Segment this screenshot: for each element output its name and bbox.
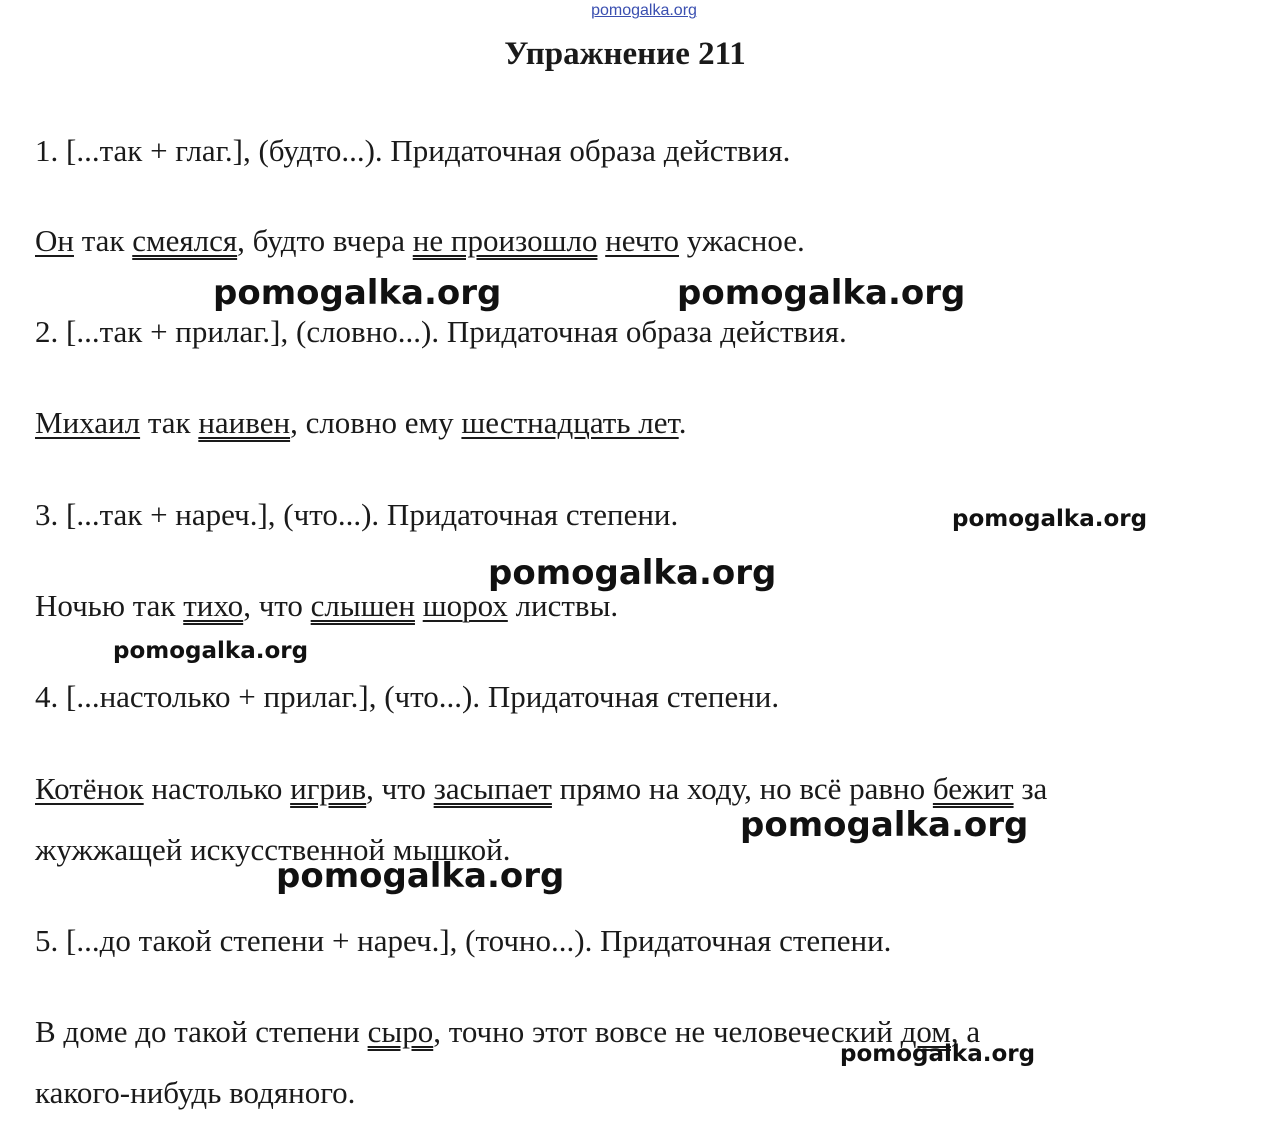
scheme-3: 3. [...так + нареч.], (что...). Придаточная степени. xyxy=(35,497,679,532)
top-watermark-link[interactable]: pomogalka.org xyxy=(591,2,697,19)
sentence-1 xyxy=(35,222,805,259)
sentence-text: , что xyxy=(366,771,434,806)
subject: нечто xyxy=(605,223,679,258)
subject: шестнадцать лет xyxy=(461,405,679,440)
sentence-4 xyxy=(35,770,1047,807)
scheme-4: 4. [...настолько + прилаг.], (что...). Придаточная степени. xyxy=(35,679,780,714)
watermark-text: pomogalka.org xyxy=(113,638,309,664)
predicate: игрив xyxy=(290,771,367,806)
watermark-text: pomogalka.org xyxy=(677,273,966,313)
predicate: смеялся xyxy=(132,223,238,258)
sentence-text: так xyxy=(140,405,199,440)
sentence-5 xyxy=(35,1013,980,1050)
predicate: тихо xyxy=(183,588,244,623)
sentence-text: , словно ему xyxy=(290,405,462,440)
sentence-text xyxy=(415,588,423,623)
predicate: засыпает xyxy=(433,771,552,806)
page-title: Упражнение 211 xyxy=(504,36,746,72)
subject: Он xyxy=(35,223,74,258)
scheme-5: 5. [...до такой степени + нареч.], (точно...). Придаточная степени. xyxy=(35,923,892,958)
scheme-1: 1. [...так + глаг.], (будто...). Придаточная образа действия. xyxy=(35,133,791,168)
sentence-2 xyxy=(35,404,686,441)
sentence-text: за xyxy=(1013,771,1048,806)
predicate: дом xyxy=(900,1014,951,1049)
sentence-4-continued: жужжащей искусственной мышкой. xyxy=(35,832,511,867)
watermark-text: pomogalka.org xyxy=(952,506,1148,532)
sentence-text: , а xyxy=(950,1014,981,1049)
predicate: бежит xyxy=(932,771,1014,806)
sentence-text: Ночью так xyxy=(35,588,184,623)
subject: шорох xyxy=(422,588,508,623)
predicate: наивен xyxy=(198,405,291,440)
watermark-text: pomogalka.org xyxy=(740,805,1029,845)
sentence-text: листвы. xyxy=(507,588,619,623)
watermark-text: pomogalka.org xyxy=(276,856,565,896)
scheme-2: 2. [...так + прилаг.], (словно...). Придаточная образа действия. xyxy=(35,314,847,349)
subject: Котёнок xyxy=(35,771,144,806)
predicate: слышен xyxy=(310,588,415,623)
watermark-text: pomogalka.org xyxy=(213,273,502,313)
watermark-text: pomogalka.org xyxy=(840,1041,1036,1067)
sentence-text: , что xyxy=(243,588,311,623)
sentence-5-continued: какого-нибудь водяного. xyxy=(35,1075,356,1110)
subject: Михаил xyxy=(35,405,141,440)
watermark-text: pomogalka.org xyxy=(488,553,777,593)
sentence-text: настолько xyxy=(143,771,291,806)
sentence-text: так xyxy=(73,223,133,258)
sentence-text: прямо на ходу, но всё равно xyxy=(551,771,933,806)
sentence-text: , точно этот вовсе не человеческий xyxy=(433,1014,901,1049)
predicate: сыро xyxy=(367,1014,434,1049)
sentence-text: , будто вчера xyxy=(237,223,413,258)
predicate: не произошло xyxy=(412,223,598,258)
sentence-text: ужасное. xyxy=(679,223,805,258)
sentence-text: . xyxy=(678,405,687,440)
sentence-text: В доме до такой степени xyxy=(35,1014,368,1049)
